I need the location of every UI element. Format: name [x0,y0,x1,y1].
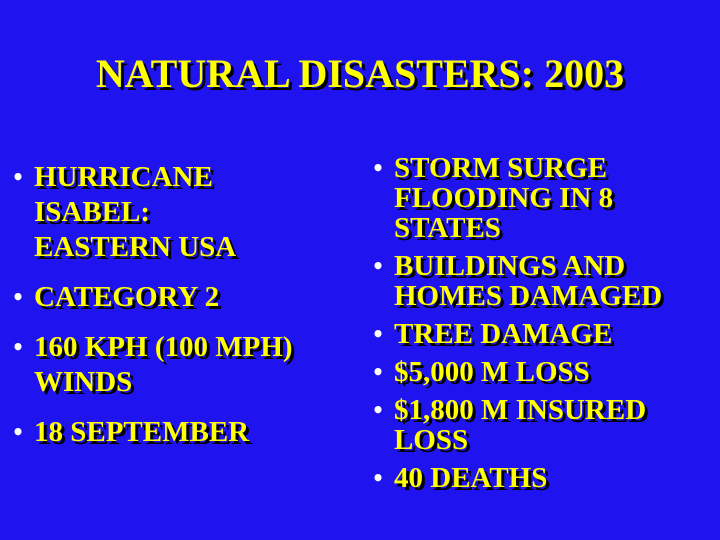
bullet-icon: • [371,360,385,384]
list-item-line: 160 KPH (100 MPH) [34,331,293,363]
bullet-icon: • [11,285,25,309]
list-item-storm-surge [368,153,718,243]
list-item-line: LOSS [394,424,469,456]
list-item-hurricane-isabel [8,160,348,265]
bullet-icon: • [371,466,385,490]
list-item-line: EASTERN USA [34,231,237,263]
list-item-line: WINDS [34,366,133,398]
slide-title: NATURAL DISASTERS: 2003 [95,51,625,96]
bullet-icon: • [11,165,25,189]
list-item-line: FLOODING IN 8 [394,182,614,214]
bullet-icon: • [371,398,385,422]
list-item-line: 40 DEATHS [394,462,548,494]
list-item-line: $5,000 M LOSS [394,356,590,388]
list-item-line: TREE DAMAGE [394,318,613,350]
list-item-line: STATES [394,212,501,244]
list-item-line: CATEGORY 2 [34,281,220,313]
list-item-line: BUILDINGS AND [394,250,626,282]
bullet-icon: • [371,156,385,180]
list-item-winds [8,330,348,400]
list-item-line: STORM SURGE [394,152,607,184]
list-item-line: $1,800 M INSURED [394,394,647,426]
list-item-category [8,280,348,315]
list-item-insured-loss [368,395,718,455]
list-item-line: HOMES DAMAGED [394,280,663,312]
left-bullet-list [8,160,348,465]
bullet-icon: • [371,322,385,346]
list-item-loss [368,357,718,387]
list-item-deaths [368,463,718,493]
list-item-line: 18 SEPTEMBER [34,416,250,448]
list-item-buildings [368,251,718,311]
list-item-date [8,415,348,450]
bullet-icon: • [11,420,25,444]
bullet-icon: • [11,335,25,359]
list-item-line: HURRICANE [34,161,213,193]
bullet-icon: • [371,254,385,278]
list-item-tree-damage [368,319,718,349]
list-item-line: ISABEL: [34,196,151,228]
right-bullet-list [368,153,718,501]
